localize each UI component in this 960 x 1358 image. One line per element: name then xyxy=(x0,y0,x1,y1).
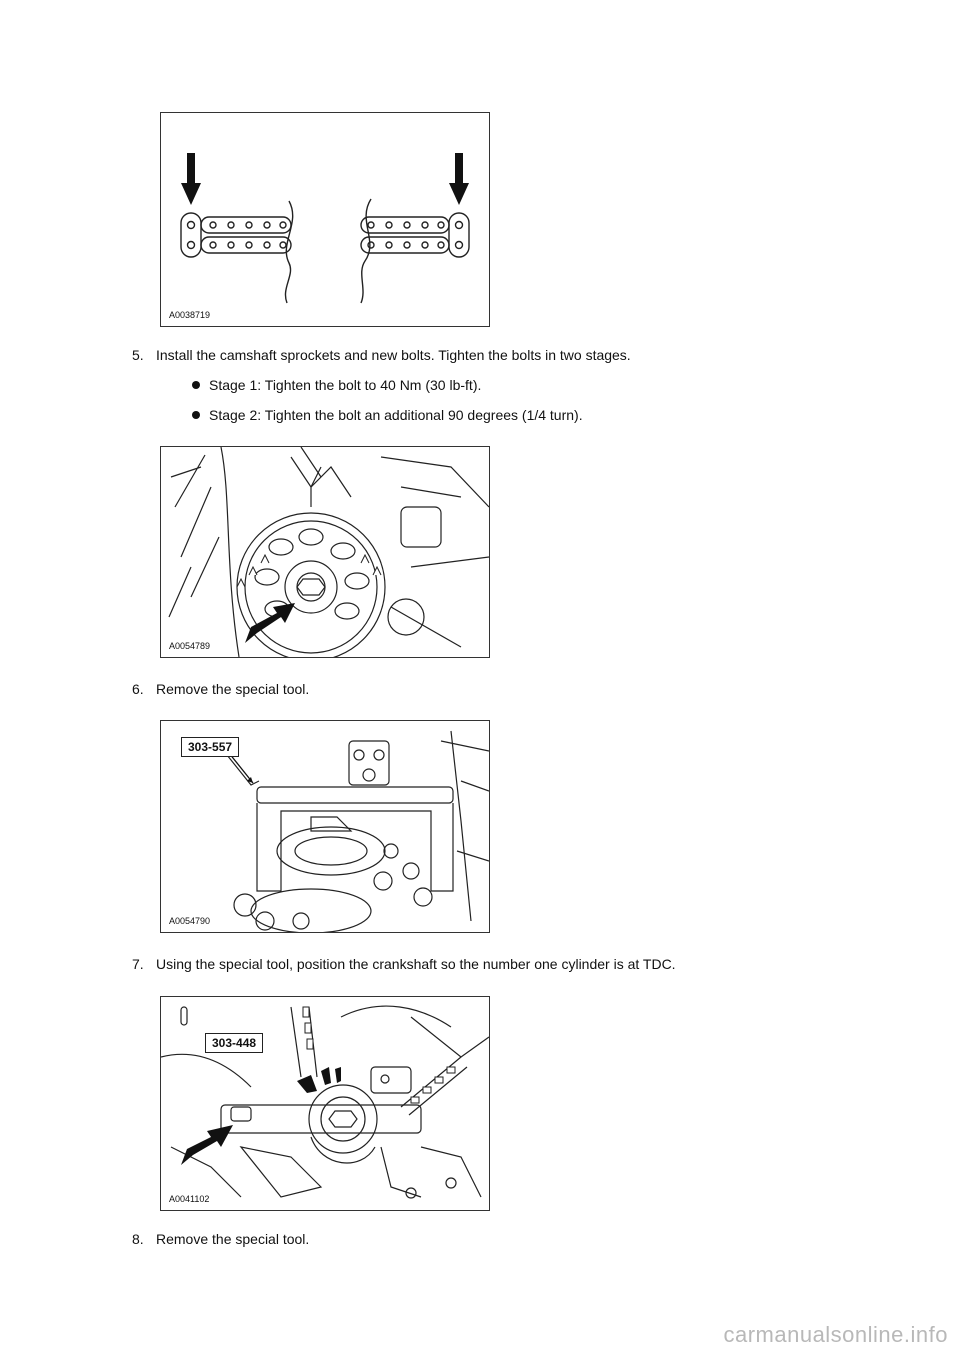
step-5-bullet-1 xyxy=(192,376,481,394)
figure-id-label: A0054789 xyxy=(169,641,211,651)
figure-id-label: A0038719 xyxy=(169,310,211,320)
step-5 xyxy=(132,346,631,364)
watermark: carmanualsonline.info xyxy=(723,1322,948,1347)
step-text: Install the camshaft sprockets and new bolts. Tighten the bolts in two stages. xyxy=(156,347,631,363)
bullet-icon xyxy=(192,381,200,389)
crankshaft-positioning-illustration xyxy=(161,997,489,1210)
figure-timing-chain-links xyxy=(160,112,490,327)
timing-chain-illustration xyxy=(161,113,489,326)
step-7 xyxy=(132,955,676,973)
bullet-icon xyxy=(192,411,200,419)
figure-crankshaft-tool-303-448 xyxy=(160,996,490,1211)
step-number: 5. xyxy=(132,347,144,363)
step-text: Remove the special tool. xyxy=(156,681,310,697)
step-number: 7. xyxy=(132,956,144,972)
step-number: 8. xyxy=(132,1231,144,1247)
tool-callout: 303-448 xyxy=(205,1033,263,1053)
figure-id-label: A0041102 xyxy=(169,1194,210,1204)
step-text: Using the special tool, position the crankshaft so the number one cylinder is at TDC. xyxy=(156,956,676,972)
tool-callout: 303-557 xyxy=(181,737,239,757)
figure-special-tool-303-557 xyxy=(160,720,490,933)
figure-camshaft-sprocket xyxy=(160,446,490,658)
step-number: 6. xyxy=(132,681,144,697)
step-text: Remove the special tool. xyxy=(156,1231,310,1247)
figure-id-label: A0054790 xyxy=(169,916,211,926)
step-8 xyxy=(132,1230,309,1248)
bullet-text: Stage 1: Tighten the bolt to 40 Nm (30 lb-ft). xyxy=(209,377,482,393)
step-6 xyxy=(132,680,309,698)
camshaft-sprocket-illustration xyxy=(161,447,489,657)
bullet-text: Stage 2: Tighten the bolt an additional 90 degrees (1/4 turn). xyxy=(209,407,583,423)
step-5-bullet-2 xyxy=(192,406,583,424)
